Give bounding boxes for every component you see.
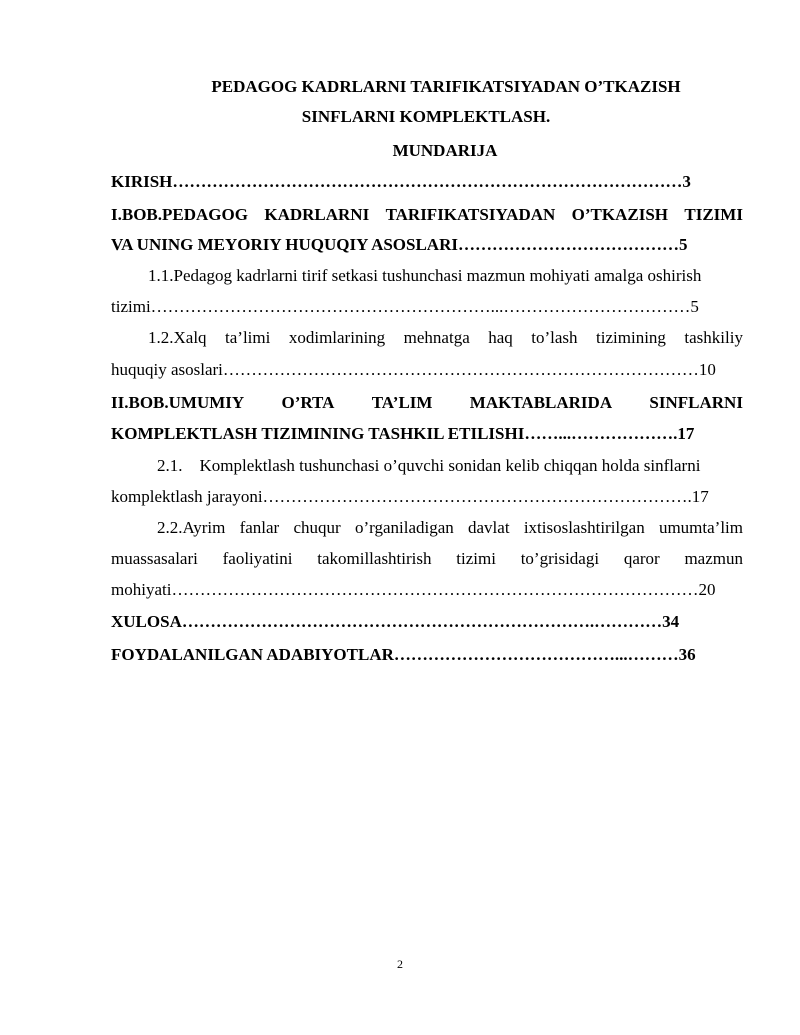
toc-entry-references[interactable]: FOYDALANILGAN ADABIYOTLAR…………………………………...………36 — [111, 645, 696, 664]
toc-entry-section-2-1-line-1[interactable]: 2.1. Komplektlash tushunchasi o’quvchi sonidan kelib chiqqan holda sinflarni — [157, 456, 701, 475]
toc-entry-section-2-2-line-1[interactable] — [157, 518, 743, 538]
toc-word: ixtisoslashtirilgan — [523, 518, 645, 537]
toc-word: MAKTABLARIDA — [469, 393, 613, 412]
toc-entry-chapter-1-line-2[interactable]: VA UNING MEYORIY HUQUQIY ASOSLARI…………………………………5 — [111, 235, 688, 254]
toc-word: I.BOB.PEDAGOG — [111, 205, 248, 224]
toc-word: tashkiliy — [684, 328, 743, 347]
toc-word: KADRLARNI — [264, 205, 370, 224]
toc-word: haq — [488, 328, 513, 347]
toc-entry-chapter-2-line-2[interactable]: KOMPLEKTLASH TIZIMINING TASHKIL ETILISHI……...……………….17 — [111, 424, 695, 443]
toc-word: TARIFIKATSIYADAN — [385, 205, 556, 224]
toc-entry-kirish[interactable]: KIRISH………………………………………………………………………………3 — [111, 172, 691, 191]
toc-entry-chapter-1-line-1[interactable] — [111, 205, 743, 225]
toc-word: faoliyatini — [222, 549, 293, 568]
document-title-line-2: SINFLARNI KOMPLEKTLASH. — [301, 107, 551, 126]
toc-word: to’lash — [531, 328, 578, 347]
toc-entry-xulosa[interactable]: XULOSA……………………………………………………………….…………34 — [111, 612, 680, 631]
toc-word: TA’LIM — [371, 393, 433, 412]
toc-entry-section-2-2-line-3[interactable]: mohiyati…………………………………………………………………………………20 — [111, 580, 716, 599]
document-title-line-1: PEDAGOG KADRLARNI TARIFIKATSIYADAN O’TKAZISH — [211, 77, 681, 96]
toc-word: qaror — [623, 549, 660, 568]
toc-word: xodimlarining — [288, 328, 386, 347]
toc-word: takomillashtirish — [317, 549, 432, 568]
toc-word: O’RTA — [281, 393, 335, 412]
toc-word: TIZIMI — [684, 205, 743, 224]
toc-word: umumta’lim — [658, 518, 743, 537]
toc-word: O’TKAZISH — [571, 205, 669, 224]
toc-word: o’rganiladigan — [354, 518, 454, 537]
toc-word: muassasalari — [111, 549, 198, 568]
toc-word: 2.2.Ayrim — [157, 518, 226, 537]
toc-word: fanlar — [239, 518, 280, 537]
toc-word: davlat — [468, 518, 510, 537]
toc-entry-section-1-1-line-1[interactable]: 1.1.Pedagog kadrlarni tirif setkasi tushunchasi mazmun mohiyati amalga oshirish — [148, 266, 702, 285]
toc-entry-section-1-2-line-2[interactable]: huquqiy asoslari…………………………………………………………………………10 — [111, 360, 716, 379]
toc-word: mehnatga — [403, 328, 470, 347]
page-number: 2 — [397, 957, 403, 971]
toc-entry-chapter-2-line-1[interactable] — [111, 393, 743, 413]
toc-word: mazmun — [684, 549, 743, 568]
contents-heading: MUNDARIJA — [392, 141, 498, 160]
toc-entry-section-2-2-line-2[interactable] — [111, 549, 743, 569]
toc-entry-section-1-1-line-2[interactable]: tizimi……………………………………………………...……………………………5 — [111, 297, 699, 316]
toc-word: SINFLARNI — [649, 393, 743, 412]
toc-word: to’grisidagi — [520, 549, 600, 568]
toc-word: II.BOB.UMUMIY — [111, 393, 245, 412]
toc-word: chuqur — [293, 518, 341, 537]
toc-word: ta’limi — [225, 328, 271, 347]
toc-entry-section-1-2-line-1[interactable] — [148, 328, 743, 348]
toc-word: tizimi — [456, 549, 496, 568]
toc-word: 1.2.Xalq — [148, 328, 207, 347]
toc-word: tizimining — [596, 328, 666, 347]
toc-entry-section-2-1-line-2[interactable]: komplektlash jarayoni………………………………………………………………….17 — [111, 487, 709, 506]
